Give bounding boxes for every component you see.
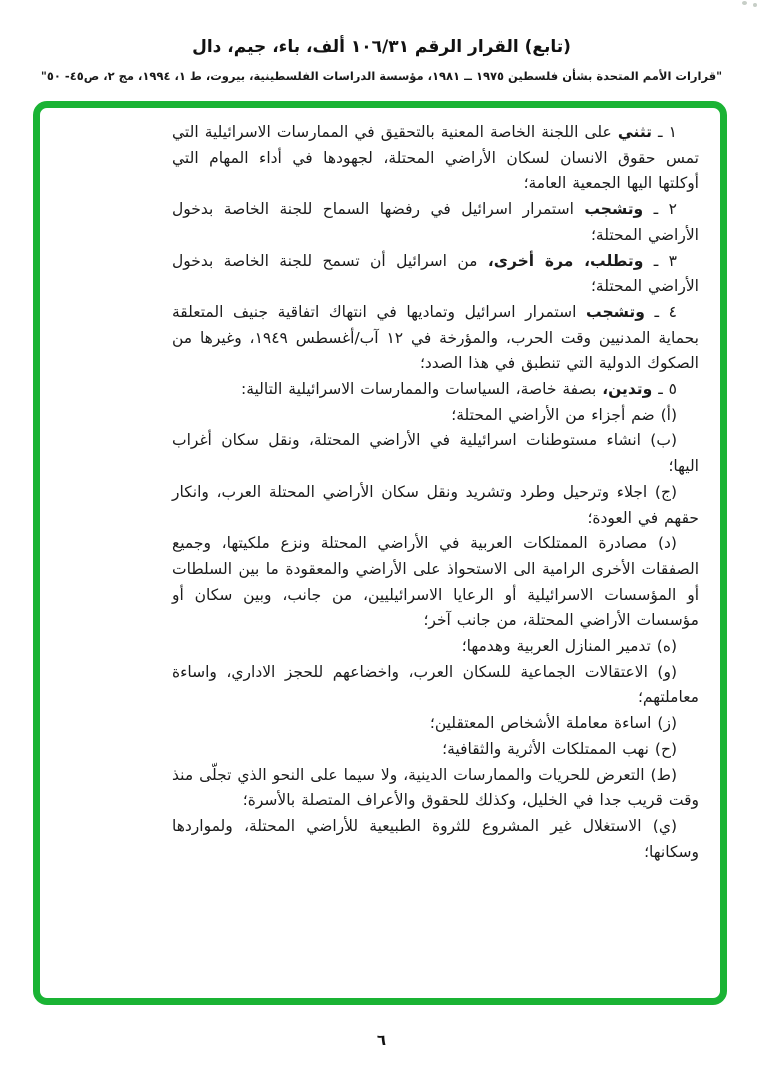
resolution-paragraph: (ه) تدمير المنازل العربية وهدمها؛ <box>461 637 677 656</box>
resolution-paragraph: ٢ ـ وتشجب استمرار اسرائيل في رفضها السماح للجنة الخاصة بدخول الأراضي المحتلة؛ <box>172 200 699 244</box>
resolution-paragraph: (د) مصادرة الممتلكات العربية في الأراضي المحتلة ونزع ملكيتها، وجميع الصفقات الأخرى الرامية الى الاستحواذ على الأراضي والمعقودة ما بين السلطات أو المؤسسات الاسرائيلية أو الرعايا الاسرائيليين، من جانب، وبين سكان أو مؤسسات الأراضي المحتلة، من جانب آخر؛ <box>172 534 699 630</box>
resolution-paragraph: ٣ ـ وتطلب، مرة أخرى، من اسرائيل أن تسمح للجنة الخاصة بدخول الأراضي المحتلة؛ <box>172 251 699 296</box>
resolution-paragraph: (ط) التعرض للحريات والممارسات الدينية، ولا سيما على النحو الذي تجلّى منذ وقت قريب جدا في الخليل، وكذلك للحقوق والأعراف المتصلة بالأسرة؛ <box>172 765 699 810</box>
resolution-paragraph: (ج) اجلاء وترحيل وطرد وتشريد ونقل سكان الأراضي المحتلة العرب، وانكار حقهم في العودة؛ <box>172 482 699 527</box>
resolution-title: (تابع) القرار الرقم ١٠٦/٣١ ألف، باء، جيم، دال <box>192 37 571 57</box>
scan-speck <box>742 1 747 5</box>
resolution-text-block <box>172 120 699 865</box>
resolution-paragraph: (ب) انشاء مستوطنات اسرائيلية في الأراضي المحتلة، ونقل سكان أغراب اليها؛ <box>172 431 699 476</box>
resolution-paragraph: ١ ـ تثني على اللجنة الخاصة المعنية بالتحقيق في الممارسات الاسرائيلية التي تمس حقوق الانسان لسكان الأراضي المحتلة، لجهودها في أداء المهام التي أوكلتها اليها الجمعية العامة؛ <box>172 123 699 193</box>
scan-speck <box>753 3 757 7</box>
resolution-paragraph: (ي) الاستغلال غير المشروع للثروة الطبيعية للأراضي المحتلة، ولمواردها وسكانها؛ <box>172 816 699 861</box>
resolution-paragraph: (و) الاعتقالات الجماعية للسكان العرب، واخضاعهم للحجز الاداري، واساءة معاملتهم؛ <box>172 662 699 707</box>
resolution-paragraph: ٤ ـ وتشجب استمرار اسرائيل وتماديها في انتهاك اتفاقية جنيف المتعلقة بحماية المدنيين وقت الحرب، والمؤرخة في ١٢ آب/أغسطس ١٩٤٩، وغيرها من الصكوك الدولية التي تنطبق في هذا الصدد؛ <box>172 302 699 373</box>
content-highlight-border <box>33 101 727 1005</box>
resolution-paragraph: (ح) نهب الممتلكات الأثرية والثقافية؛ <box>442 739 677 758</box>
resolution-paragraph: (ز) اساءة معاملة الأشخاص المعتقلين؛ <box>429 714 677 733</box>
page-number: ٦ <box>376 1031 387 1049</box>
source-citation: "قرارات الأمم المتحدة بشأن فلسطين ١٩٧٥ ــ ١٩٨١، مؤسسة الدراسات الفلسطينية، بيروت، ط ١، ١٩٩٤، مج ٢، ص٤٥- ٥٠" <box>40 69 723 83</box>
resolution-paragraph: ٥ ـ وتدين، بصفة خاصة، السياسات والممارسات الاسرائيلية التالية: <box>240 380 677 399</box>
resolution-paragraph: (أ) ضم أجزاء من الأراضي المحتلة؛ <box>451 405 677 424</box>
